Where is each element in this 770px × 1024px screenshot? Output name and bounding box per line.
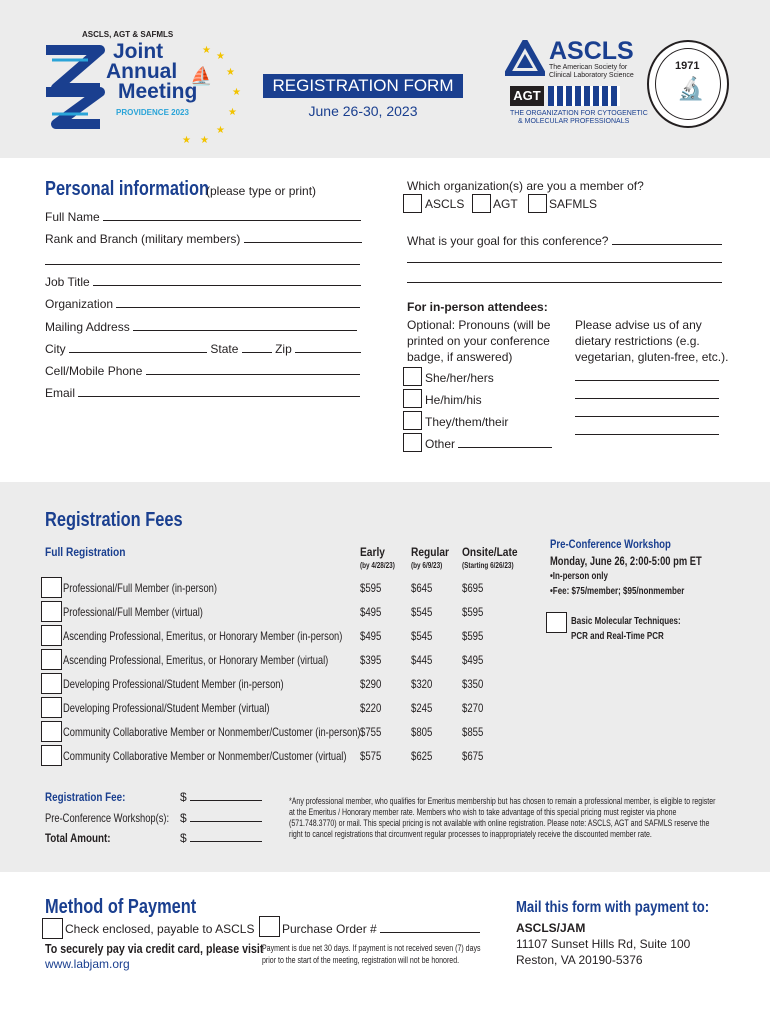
agt-name: AGT	[510, 86, 544, 106]
personal-subtitle: (please type or print)	[206, 184, 317, 198]
fee-early: $395	[360, 653, 382, 667]
fee-early: $290	[360, 677, 382, 691]
email-field[interactable]	[45, 386, 360, 400]
purchase-order-field[interactable]	[282, 922, 480, 936]
email-label: Email	[45, 386, 76, 400]
credit-card-text: To securely pay via credit card, please visit	[45, 941, 264, 956]
logo-line3: Meeting	[118, 80, 198, 103]
fee-regular: $805	[411, 725, 433, 739]
diet-line-1[interactable]	[575, 380, 719, 381]
payment-title: Method of Payment	[45, 896, 197, 918]
col-early-header: Early	[360, 545, 385, 559]
fee-early: $595	[360, 581, 382, 595]
fee-onsite: $695	[462, 581, 484, 595]
membership-question: Which organization(s) are you a member of?	[407, 179, 644, 193]
po-note-2: prior to the start of the meeting, registration will not be honored.	[262, 955, 460, 965]
goal-label: What is your goal for this conference?	[407, 234, 609, 248]
full-name-field[interactable]	[45, 210, 361, 224]
diet-line-4[interactable]	[575, 434, 719, 435]
fee-onsite: $350	[462, 677, 484, 691]
pronoun-other-label: Other	[425, 437, 456, 451]
safmls-seal	[647, 40, 729, 128]
fee-onsite: $855	[462, 725, 484, 739]
fee-early: $495	[360, 605, 382, 619]
mail-address-2: Reston, VA 20190-5376	[516, 953, 643, 967]
total-amount-field[interactable]	[180, 831, 262, 845]
fee-regular: $625	[411, 749, 433, 763]
organization-field[interactable]	[45, 297, 360, 311]
form-title: REGISTRATION FORM	[263, 74, 463, 98]
pronoun-he-label: He/him/his	[425, 393, 482, 407]
workshop-fee-label: Pre-Conference Workshop(s):	[45, 811, 170, 825]
logo-line1: Joint	[113, 40, 164, 63]
full-name-label: Full Name	[45, 210, 100, 224]
fee-regular: $645	[411, 581, 433, 595]
mail-name: ASCLS/JAM	[516, 921, 586, 935]
stars-icon: ★ ★ ★ ★ ★ ★ ★ ★	[182, 45, 241, 146]
reg-fee-dollar: $	[180, 790, 187, 804]
reg-fee-amount-field[interactable]	[180, 790, 262, 804]
fee-row-checkbox[interactable]	[41, 697, 62, 718]
personal-title: Personal information	[45, 178, 210, 200]
check-enclosed-label: Check enclosed, payable to ASCLS	[65, 922, 255, 936]
pronoun-they-checkbox[interactable]	[403, 411, 422, 430]
fee-early: $220	[360, 701, 382, 715]
ascls-name: ASCLS	[549, 37, 634, 65]
diet-question-2: dietary restrictions (e.g.	[575, 334, 700, 348]
fee-regular: $545	[411, 605, 433, 619]
pronoun-she-checkbox[interactable]	[403, 367, 422, 386]
diet-question-1: Please advise us of any	[575, 318, 702, 332]
fee-row-label: Professional/Full Member (in-person)	[63, 581, 217, 595]
goal-field[interactable]	[407, 234, 722, 248]
fee-row-checkbox[interactable]	[41, 649, 62, 670]
job-title-label: Job Title	[45, 275, 90, 289]
ascls-checkbox[interactable]	[403, 194, 422, 213]
ship-icon: ⛵	[190, 66, 213, 86]
phone-label: Cell/Mobile Phone	[45, 364, 143, 378]
logo-city: PROVIDENCE 2023	[116, 108, 189, 117]
ascls-logo	[505, 38, 645, 82]
ascls-sub2: Clinical Laboratory Science	[549, 72, 634, 79]
fee-row-label: Professional/Full Member (virtual)	[63, 605, 203, 619]
total-label: Total Amount:	[45, 831, 111, 845]
organization-label: Organization	[45, 297, 114, 311]
workshop-option-1: Basic Molecular Techniques:	[571, 616, 681, 627]
labjam-link[interactable]: www.labjam.org	[45, 957, 130, 971]
fee-early: $575	[360, 749, 382, 763]
city-label: City	[45, 342, 66, 356]
workshop-date: Monday, June 26, 2:00-5:00 pm ET	[550, 554, 702, 568]
fee-row-label: Developing Professional/Student Member (in-person)	[63, 677, 284, 691]
seal-year: 1971	[675, 60, 700, 72]
emeritus-footnote: *Any professional member, who qualifies for Emeritus membership but has chosen to remain a professional member, is eligible to register at the Emeritus / Honorary member rate. Members who wish to take advantage of this special pricing must register via phone (571.748.3770) or mail. This special pricing is not available with online registration. Please note: ASCLS, AGT and SAFMLS reserve the right to cancel registrations that circumvent regular processes to inappropriately receive the discounted member rate.	[289, 796, 716, 839]
ascls-sub1: The American Society for	[549, 64, 628, 71]
workshop-amount-field[interactable]	[180, 811, 262, 825]
fee-regular: $545	[411, 629, 433, 643]
rank-field-line2[interactable]	[45, 264, 360, 265]
ascls-option-label: ASCLS	[425, 197, 465, 211]
col-onsite-sub: (Starting 6/26/23)	[462, 561, 514, 570]
diet-line-3[interactable]	[575, 416, 719, 417]
fee-onsite: $595	[462, 629, 484, 643]
logo-top-text: ASCLS, AGT & SAFMLS	[82, 30, 174, 39]
pronoun-other-checkbox[interactable]	[403, 433, 422, 452]
check-enclosed-checkbox[interactable]	[42, 918, 63, 939]
rank-field[interactable]	[45, 232, 362, 246]
fee-regular: $245	[411, 701, 433, 715]
total-dollar: $	[180, 831, 187, 845]
fee-onsite: $595	[462, 605, 484, 619]
fee-row-label: Ascending Professional, Emeritus, or Honorary Member (in-person)	[63, 629, 343, 643]
pronoun-other-field[interactable]	[425, 437, 552, 451]
fees-title: Registration Fees	[45, 509, 183, 531]
fee-row-checkbox[interactable]	[41, 577, 62, 598]
pronoun-question-2: printed on your conference	[407, 334, 550, 348]
workshop-checkbox[interactable]	[546, 612, 567, 633]
col-regular-sub: (by 6/9/23)	[411, 561, 443, 570]
job-title-field[interactable]	[45, 275, 361, 289]
reg-fee-label: Registration Fee:	[45, 790, 126, 804]
pronoun-she-label: She/her/hers	[425, 371, 494, 385]
jam-logo-mark	[38, 40, 108, 130]
fee-row-label: Community Collaborative Member or Nonmember/Customer (in-person)	[63, 725, 361, 739]
fee-row-label: Community Collaborative Member or Nonmember/Customer (virtual)	[63, 749, 347, 763]
fee-row-checkbox[interactable]	[41, 721, 62, 742]
fee-row-checkbox[interactable]	[41, 601, 62, 622]
agt-option-label: AGT	[493, 197, 518, 211]
purchase-order-label: Purchase Order #	[282, 922, 377, 936]
fee-early: $755	[360, 725, 382, 739]
fee-early: $495	[360, 629, 382, 643]
agt-sub1: THE ORGANIZATION FOR CYTOGENETIC	[510, 110, 648, 117]
po-note-1: Payment is due net 30 days. If payment is not received seven (7) days	[262, 943, 481, 953]
pronoun-question-1: Optional: Pronouns (will be	[407, 318, 551, 332]
workshop-bullet-1: •In-person only	[550, 571, 608, 582]
workshop-bullet-2: •Fee: $75/member; $95/nonmember	[550, 586, 685, 597]
logo-line2: Annual	[106, 60, 178, 83]
pronoun-they-label: They/them/their	[425, 415, 509, 429]
mailing-field[interactable]	[45, 320, 357, 334]
mailing-label: Mailing Address	[45, 320, 130, 334]
fee-row-label: Ascending Professional, Emeritus, or Honorary Member (virtual)	[63, 653, 329, 667]
microscope-icon: 🔬	[677, 76, 705, 101]
inperson-title: For in-person attendees:	[407, 300, 548, 314]
fee-regular: $320	[411, 677, 433, 691]
fee-row-checkbox[interactable]	[41, 625, 62, 646]
pronoun-question-3: badge, if answered)	[407, 350, 513, 364]
workshop-title: Pre-Conference Workshop	[550, 537, 671, 551]
diet-line-2[interactable]	[575, 398, 719, 399]
safmls-option-label: SAFMLS	[549, 197, 598, 211]
purchase-order-checkbox[interactable]	[259, 916, 280, 937]
jam-logo	[38, 28, 248, 148]
pronoun-he-checkbox[interactable]	[403, 389, 422, 408]
zip-label: Zip	[275, 342, 292, 356]
workshop-dollar: $	[180, 811, 187, 825]
fee-regular: $445	[411, 653, 433, 667]
full-registration-label: Full Registration	[45, 545, 126, 559]
mail-address-1: 11107 Sunset Hills Rd, Suite 100	[516, 937, 691, 951]
agt-sub2: & MOLECULAR PROFESSIONALS	[518, 118, 630, 125]
fee-onsite: $675	[462, 749, 484, 763]
goal-line3[interactable]	[407, 282, 722, 283]
agt-checkbox[interactable]	[472, 194, 491, 213]
safmls-checkbox[interactable]	[528, 194, 547, 213]
col-onsite-header: Onsite/Late	[462, 545, 518, 559]
ascls-triangle-icon	[505, 40, 545, 76]
agt-chromosome-icon	[548, 86, 620, 106]
fee-row-label: Developing Professional/Student Member (virtual)	[63, 701, 270, 715]
phone-field[interactable]	[45, 364, 360, 378]
city-state-zip-field[interactable]	[45, 342, 361, 356]
fee-onsite: $495	[462, 653, 484, 667]
fee-onsite: $270	[462, 701, 484, 715]
goal-line2[interactable]	[407, 262, 722, 263]
rank-label: Rank and Branch (military members)	[45, 232, 241, 246]
diet-question-3: vegetarian, gluten-free, etc.).	[575, 350, 729, 364]
agt-logo	[510, 86, 650, 132]
col-regular-header: Regular	[411, 545, 449, 559]
state-label: State	[210, 342, 239, 356]
workshop-option-2: PCR and Real-Time PCR	[571, 631, 664, 642]
mail-title: Mail this form with payment to:	[516, 899, 710, 916]
fee-row-checkbox[interactable]	[41, 673, 62, 694]
col-early-sub: (by 4/28/23)	[360, 561, 395, 570]
meeting-dates: June 26-30, 2023	[308, 103, 418, 119]
fee-row-checkbox[interactable]	[41, 745, 62, 766]
